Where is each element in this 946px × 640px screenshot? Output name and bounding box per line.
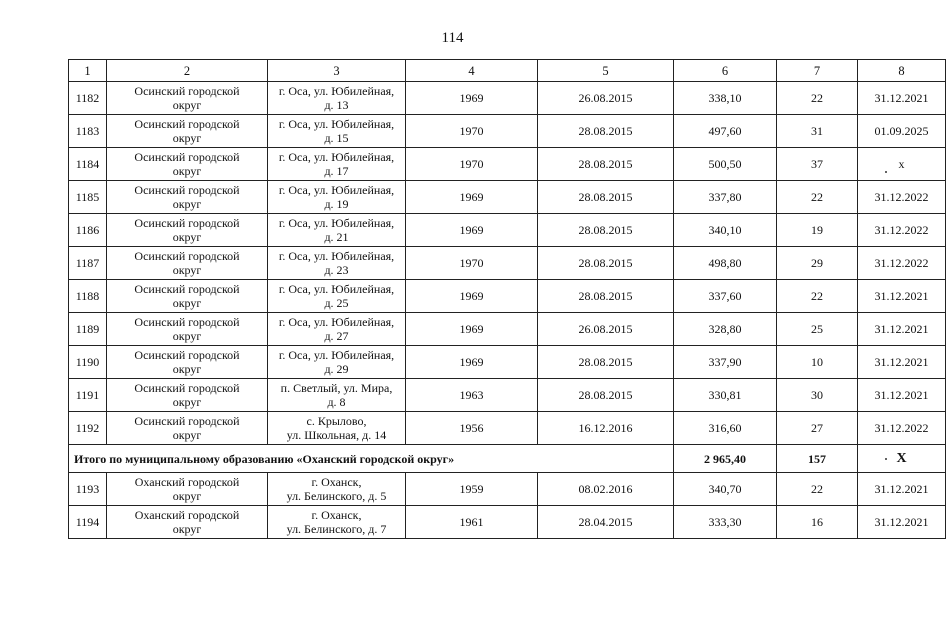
area-text: 500,50 xyxy=(708,157,742,171)
municipality-cell xyxy=(107,115,268,148)
address-cell xyxy=(268,181,406,214)
table-header xyxy=(69,60,946,82)
area-text: 337,60 xyxy=(708,289,742,303)
residents-cell xyxy=(777,181,858,214)
row-number-cell xyxy=(69,148,107,181)
municipality-cell xyxy=(107,379,268,412)
area-cell xyxy=(674,313,777,346)
municipality-cell xyxy=(107,148,268,181)
build-year-text: 1969 xyxy=(459,223,484,237)
recognition-date-text: 28.08.2015 xyxy=(578,355,633,369)
resettlement-deadline-text: 01.09.2025 xyxy=(874,124,929,138)
column-header-3: 3 xyxy=(268,60,406,82)
resettlement-deadline-text: 31.12.2022 xyxy=(874,256,929,270)
area-cell xyxy=(674,148,777,181)
row-number-cell xyxy=(69,506,107,539)
municipality-text: Осинский городской округ xyxy=(134,381,240,409)
municipality-cell xyxy=(107,82,268,115)
build-year-cell xyxy=(406,412,538,445)
address-text: г. Оханск, ул. Белинского, д. 5 xyxy=(286,475,387,503)
resettlement-deadline-text: 31.12.2022 xyxy=(874,421,929,435)
column-header-2: 2 xyxy=(107,60,268,82)
area-cell xyxy=(674,280,777,313)
municipality-text: Осинский городской округ xyxy=(134,84,240,112)
residents-cell xyxy=(777,473,858,506)
recognition-date-text: 28.08.2015 xyxy=(578,223,633,237)
build-year-text: 1969 xyxy=(459,289,484,303)
resettlement-deadline-cell xyxy=(858,148,946,181)
residents-text: 30 xyxy=(811,388,823,402)
address-text: с. Крылово, ул. Школьная, д. 14 xyxy=(286,414,387,442)
area-cell xyxy=(674,181,777,214)
address-text: г. Оса, ул. Юбилейная, д. 15 xyxy=(278,117,395,145)
address-cell xyxy=(268,214,406,247)
recognition-date-cell xyxy=(538,506,674,539)
municipality-text: Осинский городской округ xyxy=(134,348,240,376)
recognition-date-text: 28.08.2015 xyxy=(578,157,633,171)
row-number-text: 1186 xyxy=(75,223,100,237)
resettlement-deadline-text: 31.12.2021 xyxy=(874,482,929,496)
municipality-cell xyxy=(107,280,268,313)
recognition-date-text: 28.08.2015 xyxy=(578,256,633,270)
residents-cell xyxy=(777,280,858,313)
municipality-cell xyxy=(107,181,268,214)
residents-text: 22 xyxy=(811,289,823,303)
page-number: 114 xyxy=(441,30,464,46)
column-header-8: 8 xyxy=(858,60,946,82)
row-number-text: 1188 xyxy=(75,289,100,303)
municipality-text: Осинский городской округ xyxy=(134,183,240,211)
resettlement-deadline-text: 31.12.2022 xyxy=(874,223,929,237)
row-number-text: 1190 xyxy=(75,355,100,369)
build-year-cell xyxy=(406,473,538,506)
address-text: г. Оса, ул. Юбилейная, д. 17 xyxy=(278,150,395,178)
area-cell xyxy=(674,379,777,412)
resettlement-deadline-cell xyxy=(858,412,946,445)
resettlement-deadline-text: 31.12.2021 xyxy=(874,355,929,369)
column-header-5: 5 xyxy=(538,60,674,82)
recognition-date-text: 28.08.2015 xyxy=(578,388,633,402)
address-text: г. Оса, ул. Юбилейная, д. 27 xyxy=(278,315,395,343)
resettlement-deadline-text: х xyxy=(898,157,905,171)
row-number-text: 1193 xyxy=(75,482,100,496)
address-cell xyxy=(268,280,406,313)
build-year-cell xyxy=(406,280,538,313)
municipality-cell xyxy=(107,214,268,247)
residents-text: 31 xyxy=(811,124,823,138)
resettlement-deadline-text: 31.12.2021 xyxy=(874,388,929,402)
table-row xyxy=(69,412,946,445)
row-number-cell xyxy=(69,379,107,412)
table-row xyxy=(69,506,946,539)
area-text: 340,10 xyxy=(708,223,742,237)
row-number-text: 1192 xyxy=(75,421,100,435)
row-number-text: 1187 xyxy=(75,256,100,270)
recognition-date-cell xyxy=(538,280,674,313)
recognition-date-cell xyxy=(538,247,674,280)
area-text: 498,80 xyxy=(708,256,742,270)
table-row xyxy=(69,214,946,247)
municipality-cell xyxy=(107,412,268,445)
residents-text: 16 xyxy=(811,515,823,529)
residents-text: 22 xyxy=(811,91,823,105)
recognition-date-cell xyxy=(538,346,674,379)
column-header-4: 4 xyxy=(406,60,538,82)
residents-text: 19 xyxy=(811,223,823,237)
recognition-date-cell xyxy=(538,379,674,412)
table-row xyxy=(69,346,946,379)
row-number-cell xyxy=(69,313,107,346)
row-number-cell xyxy=(69,247,107,280)
area-text: 497,60 xyxy=(708,124,742,138)
residents-cell xyxy=(777,247,858,280)
recognition-date-cell xyxy=(538,115,674,148)
recognition-date-text: 28.08.2015 xyxy=(578,124,633,138)
resettlement-deadline-text: 31.12.2022 xyxy=(874,190,929,204)
municipality-cell xyxy=(107,473,268,506)
build-year-text: 1961 xyxy=(459,515,484,529)
address-text: г. Оса, ул. Юбилейная, д. 21 xyxy=(278,216,395,244)
row-number-cell xyxy=(69,82,107,115)
resettlement-deadline-text: 31.12.2021 xyxy=(874,91,929,105)
residents-text: 22 xyxy=(811,482,823,496)
address-cell xyxy=(268,412,406,445)
address-text: п. Светлый, ул. Мира, д. 8 xyxy=(280,381,393,409)
municipality-cell xyxy=(107,313,268,346)
resettlement-deadline-cell xyxy=(858,247,946,280)
recognition-date-text: 08.02.2016 xyxy=(578,482,633,496)
municipality-cell xyxy=(107,506,268,539)
area-text: 333,30 xyxy=(708,515,742,529)
resettlement-deadline-cell xyxy=(858,82,946,115)
residents-text: 25 xyxy=(811,322,823,336)
resettlement-deadline-text: 31.12.2021 xyxy=(874,515,929,529)
address-cell xyxy=(268,82,406,115)
build-year-cell xyxy=(406,313,538,346)
table-row xyxy=(69,473,946,506)
build-year-text: 1956 xyxy=(459,421,484,435)
column-header-6: 6 xyxy=(674,60,777,82)
resettlement-deadline-cell xyxy=(858,379,946,412)
municipality-text: Оханский городской округ xyxy=(134,475,240,503)
residents-cell xyxy=(777,148,858,181)
address-cell xyxy=(268,379,406,412)
table-row xyxy=(69,148,946,181)
build-year-cell xyxy=(406,214,538,247)
residents-text: 22 xyxy=(811,190,823,204)
build-year-text: 1969 xyxy=(459,322,484,336)
address-cell xyxy=(268,115,406,148)
resettlement-deadline-cell xyxy=(858,115,946,148)
address-text: г. Оса, ул. Юбилейная, д. 23 xyxy=(278,249,395,277)
recognition-date-text: 28.08.2015 xyxy=(578,190,633,204)
row-number-cell xyxy=(69,115,107,148)
build-year-text: 1969 xyxy=(459,91,484,105)
resettlement-deadline-cell xyxy=(858,181,946,214)
residents-text: 10 xyxy=(811,355,823,369)
residents-cell xyxy=(777,412,858,445)
area-cell xyxy=(674,346,777,379)
recognition-date-cell xyxy=(538,412,674,445)
recognition-date-cell xyxy=(538,473,674,506)
row-number-cell xyxy=(69,473,107,506)
table-row xyxy=(69,82,946,115)
table-row xyxy=(69,280,946,313)
row-number-text: 1185 xyxy=(75,190,100,204)
build-year-text: 1970 xyxy=(459,256,484,270)
area-text: 340,70 xyxy=(708,482,742,496)
row-number-cell xyxy=(69,181,107,214)
recognition-date-text: 16.12.2016 xyxy=(578,421,633,435)
row-number-cell xyxy=(69,412,107,445)
column-header-7: 7 xyxy=(777,60,858,82)
row-number-text: 1182 xyxy=(75,91,100,105)
residents-text: 29 xyxy=(811,256,823,270)
municipality-cell xyxy=(107,346,268,379)
address-text: г. Оса, ул. Юбилейная, д. 25 xyxy=(278,282,395,310)
row-number-text: 1191 xyxy=(75,388,100,402)
build-year-text: 1969 xyxy=(459,355,484,369)
area-text: 328,80 xyxy=(708,322,742,336)
header-row xyxy=(69,60,946,82)
recognition-date-cell xyxy=(538,313,674,346)
recognition-date-cell xyxy=(538,181,674,214)
resettlement-deadline-text: 31.12.2021 xyxy=(874,322,929,336)
build-year-text: 1963 xyxy=(459,388,484,402)
row-number-text: 1194 xyxy=(75,515,100,529)
residents-cell xyxy=(777,506,858,539)
resettlement-deadline-cell xyxy=(858,506,946,539)
recognition-date-text: 28.04.2015 xyxy=(578,515,633,529)
subtotal-residents: 157 xyxy=(777,445,858,473)
scan-speck xyxy=(885,458,887,460)
municipality-text: Осинский городской округ xyxy=(134,315,240,343)
resettlement-deadline-cell xyxy=(858,280,946,313)
row-number-text: 1189 xyxy=(75,322,100,336)
address-text: г. Оса, ул. Юбилейная, д. 13 xyxy=(278,84,395,112)
area-cell xyxy=(674,247,777,280)
municipality-cell xyxy=(107,247,268,280)
area-cell xyxy=(674,214,777,247)
address-text: г. Оса, ул. Юбилейная, д. 19 xyxy=(278,183,395,211)
table-row xyxy=(69,379,946,412)
area-text: 338,10 xyxy=(708,91,742,105)
build-year-cell xyxy=(406,148,538,181)
row-number-cell xyxy=(69,280,107,313)
build-year-text: 1970 xyxy=(459,157,484,171)
municipality-text: Оханский городской округ xyxy=(134,508,240,536)
housing-registry-table xyxy=(68,59,946,539)
recognition-date-cell xyxy=(538,148,674,181)
build-year-cell xyxy=(406,379,538,412)
residents-cell xyxy=(777,115,858,148)
recognition-date-text: 28.08.2015 xyxy=(578,289,633,303)
recognition-date-text: 26.08.2015 xyxy=(578,322,633,336)
table-body xyxy=(69,82,946,539)
recognition-date-text: 26.08.2015 xyxy=(578,91,633,105)
resettlement-deadline-cell xyxy=(858,313,946,346)
build-year-cell xyxy=(406,506,538,539)
address-cell xyxy=(268,247,406,280)
table-row xyxy=(69,247,946,280)
address-cell xyxy=(268,506,406,539)
residents-text: 37 xyxy=(811,157,823,171)
build-year-text: 1969 xyxy=(459,190,484,204)
municipality-text: Осинский городской округ xyxy=(134,414,240,442)
residents-cell xyxy=(777,82,858,115)
row-number-cell xyxy=(69,346,107,379)
address-cell xyxy=(268,473,406,506)
build-year-text: 1959 xyxy=(459,482,484,496)
build-year-cell xyxy=(406,82,538,115)
area-text: 337,80 xyxy=(708,190,742,204)
build-year-text: 1970 xyxy=(459,124,484,138)
resettlement-deadline-cell xyxy=(858,473,946,506)
area-cell xyxy=(674,82,777,115)
resettlement-deadline-cell xyxy=(858,346,946,379)
address-cell xyxy=(268,148,406,181)
table-row xyxy=(69,313,946,346)
municipality-text: Осинский городской округ xyxy=(134,150,240,178)
recognition-date-cell xyxy=(538,214,674,247)
area-cell xyxy=(674,473,777,506)
municipality-text: Осинский городской округ xyxy=(134,282,240,310)
address-cell xyxy=(268,346,406,379)
table-row xyxy=(69,115,946,148)
subtotal-mark: Х xyxy=(858,445,946,473)
area-text: 316,60 xyxy=(708,421,742,435)
area-text: 330,81 xyxy=(708,388,742,402)
recognition-date-cell xyxy=(538,82,674,115)
residents-cell xyxy=(777,313,858,346)
subtotal-label: Итого по муниципальному образованию «Оханский городской округ» xyxy=(69,445,674,473)
row-number-text: 1183 xyxy=(75,124,100,138)
municipality-text: Осинский городской округ xyxy=(134,249,240,277)
residents-cell xyxy=(777,214,858,247)
municipality-text: Осинский городской округ xyxy=(134,117,240,145)
resettlement-deadline-text: 31.12.2021 xyxy=(874,289,929,303)
address-text: г. Оханск, ул. Белинского, д. 7 xyxy=(286,508,387,536)
residents-text: 27 xyxy=(811,421,823,435)
area-cell xyxy=(674,506,777,539)
area-text: 337,90 xyxy=(708,355,742,369)
build-year-cell xyxy=(406,181,538,214)
address-cell xyxy=(268,313,406,346)
row-number-text: 1184 xyxy=(75,157,100,171)
column-header-1: 1 xyxy=(69,60,107,82)
subtotal-row xyxy=(69,445,946,473)
municipality-text: Осинский городской округ xyxy=(134,216,240,244)
build-year-cell xyxy=(406,346,538,379)
area-cell xyxy=(674,115,777,148)
area-cell xyxy=(674,412,777,445)
residents-cell xyxy=(777,379,858,412)
address-text: г. Оса, ул. Юбилейная, д. 29 xyxy=(278,348,395,376)
resettlement-deadline-cell xyxy=(858,214,946,247)
scan-speck xyxy=(885,171,887,173)
build-year-cell xyxy=(406,115,538,148)
subtotal-area: 2 965,40 xyxy=(674,445,777,473)
row-number-cell xyxy=(69,214,107,247)
build-year-cell xyxy=(406,247,538,280)
residents-cell xyxy=(777,346,858,379)
table-row xyxy=(69,181,946,214)
